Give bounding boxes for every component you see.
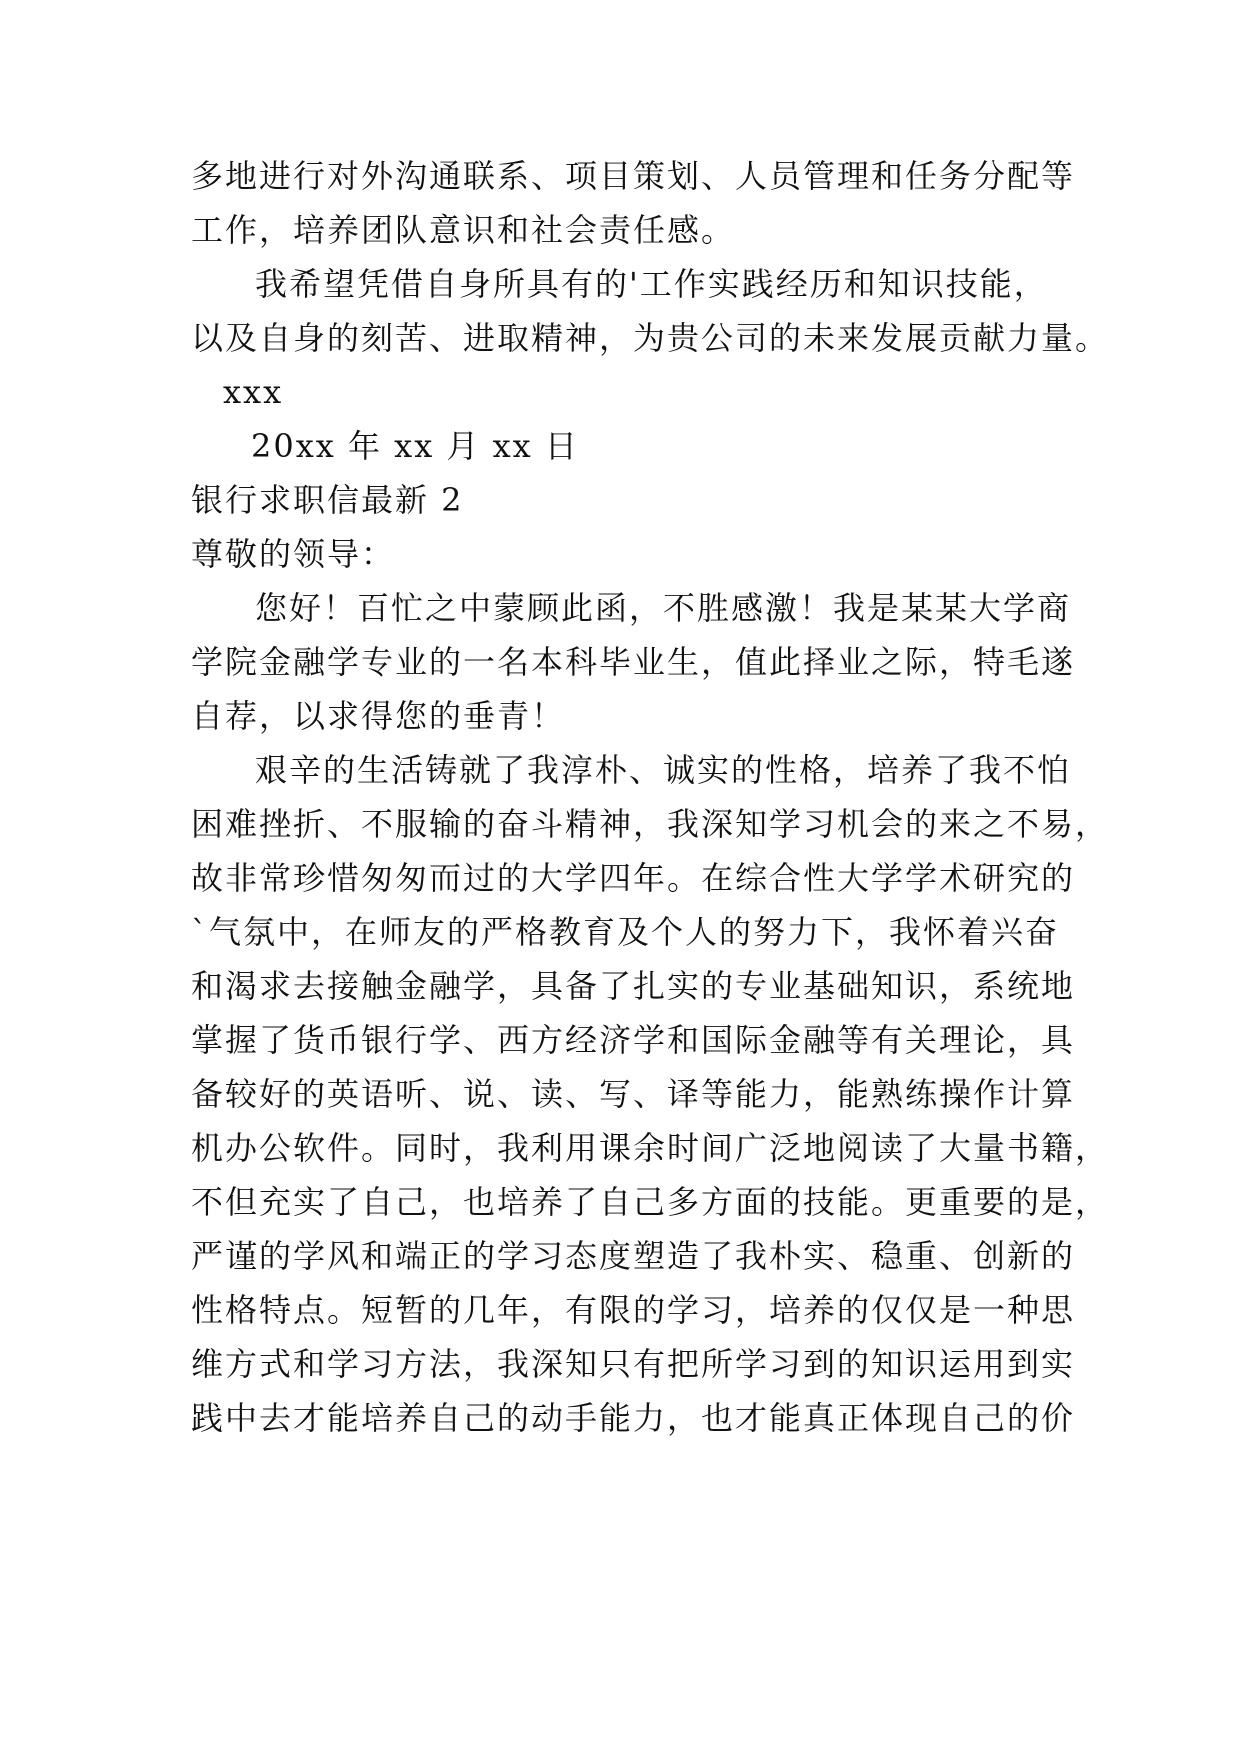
signature-name: xxx — [223, 373, 284, 411]
text-line: 践中去才能培养自己的动手能力，也才能真正体现自己的价 — [191, 1399, 1076, 1437]
text-line: 学院金融学专业的一名本科毕业生，值此择业之际，特毛遂 — [191, 643, 1076, 681]
text-line: 备较好的英语听、说、读、写、译等能力，能熟练操作计算 — [191, 1075, 1076, 1113]
text-line: 您好！百忙之中蒙顾此函，不胜感激！我是某某大学商 — [255, 589, 1072, 627]
text-line: 维方式和学习方法，我深知只有把所学习到的知识运用到实 — [191, 1345, 1076, 1383]
text-line: 多地进行对外沟通联系、项目策划、人员管理和任务分配等 — [191, 157, 1076, 195]
text-line: 故非常珍惜匆匆而过的大学四年。在综合性大学学术研究的 — [191, 859, 1076, 897]
text-line: 掌握了货币银行学、西方经济学和国际金融等有关理论，具 — [191, 1021, 1076, 1059]
text-line: 困难挫折、不服输的奋斗精神，我深知学习机会的来之不易， — [191, 805, 1110, 843]
text-line: `气氛中，在师友的严格教育及个人的努力下，我怀着兴奋 — [191, 913, 1060, 951]
text-line: 严谨的学风和端正的学习态度塑造了我朴实、稳重、创新的 — [191, 1237, 1076, 1275]
salutation: 尊敬的领导： — [191, 535, 396, 573]
text-line: 艰辛的生活铸就了我淳朴、诚实的性格，培养了我不怕 — [255, 751, 1072, 789]
text-line: 我希望凭借自身所具有的'工作实践经历和知识技能， — [255, 265, 1048, 303]
text-line: 机办公软件。同时，我利用课余时间广泛地阅读了大量书籍， — [191, 1129, 1110, 1167]
text-line: 不但充实了自己，也培养了自己多方面的技能。更重要的是， — [191, 1183, 1110, 1221]
text-line: 自荐，以求得您的垂青！ — [191, 697, 566, 735]
text-line: 以及自身的刻苦、进取精神，为贵公司的未来发展贡献力量。 — [191, 319, 1110, 357]
text-line: 性格特点。短暂的几年，有限的学习，培养的仅仅是一种思 — [191, 1291, 1076, 1329]
section-title: 银行求职信最新 2 — [191, 481, 464, 519]
text-line: 工作，培养团队意识和社会责任感。 — [191, 211, 736, 249]
text-line: 和渴求去接触金融学，具备了扎实的专业基础知识，系统地 — [191, 967, 1076, 1005]
signature-date: 20xx 年 xx 月 xx 日 — [251, 427, 579, 465]
